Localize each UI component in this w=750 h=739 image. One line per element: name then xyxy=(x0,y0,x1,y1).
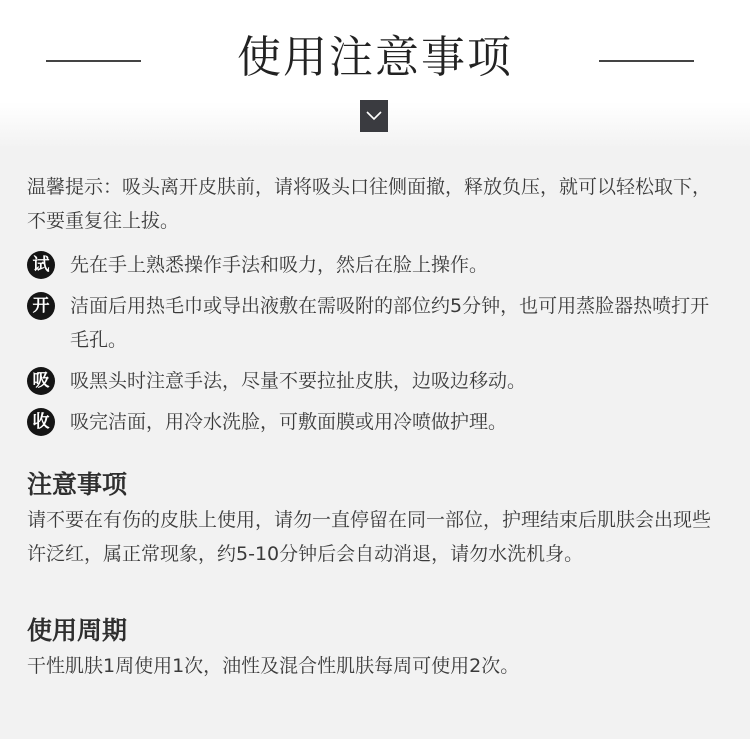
step-item xyxy=(27,364,727,398)
step-badge: 试 xyxy=(27,251,55,279)
notes-heading: 注意事项 xyxy=(27,470,128,499)
step-item xyxy=(27,289,727,357)
expand-toggle[interactable] xyxy=(360,100,388,132)
step-badge: 开 xyxy=(27,292,55,320)
step-item xyxy=(27,248,727,282)
warm-tip: 温馨提示：吸头离开皮肤前，请将吸头口往侧面撤，释放负压，就可以轻松取下，不要重复往上拔。 xyxy=(27,176,712,232)
step-text: 先在手上熟悉操作手法和吸力，然后在脸上操作。 xyxy=(70,254,489,276)
notes-text: 请不要在有伤的皮肤上使用，请勿一直停留在同一部位，护理结束后肌肤会出现些许泛红，属正常现象，约5-10分钟后会自动消退，请勿水洗机身。 xyxy=(27,509,712,565)
cycle-heading: 使用周期 xyxy=(27,616,128,645)
step-badge: 吸 xyxy=(27,367,55,395)
header-section xyxy=(0,0,750,146)
header-rule-right xyxy=(599,60,694,62)
notes-section xyxy=(27,467,727,571)
step-item xyxy=(27,405,727,439)
page-title: 使用注意事项 xyxy=(237,32,513,83)
chevron-down-icon xyxy=(366,111,382,121)
step-text: 吸完洁面，用冷水洗脸，可敷面膜或用冷喷做护理。 xyxy=(70,411,508,433)
cycle-section xyxy=(27,613,727,683)
step-text: 吸黑头时注意手法，尽量不要拉扯皮肤，边吸边移动。 xyxy=(70,370,527,392)
step-badge: 收 xyxy=(27,408,55,436)
usage-content xyxy=(27,170,727,683)
cycle-text: 干性肌肤1周使用1次，油性及混合性肌肤每周可使用2次。 xyxy=(27,655,520,677)
step-text: 洁面后用热毛巾或导出液敷在需吸附的部位约5分钟，也可用蒸脸器热喷打开毛孔。 xyxy=(70,295,710,351)
